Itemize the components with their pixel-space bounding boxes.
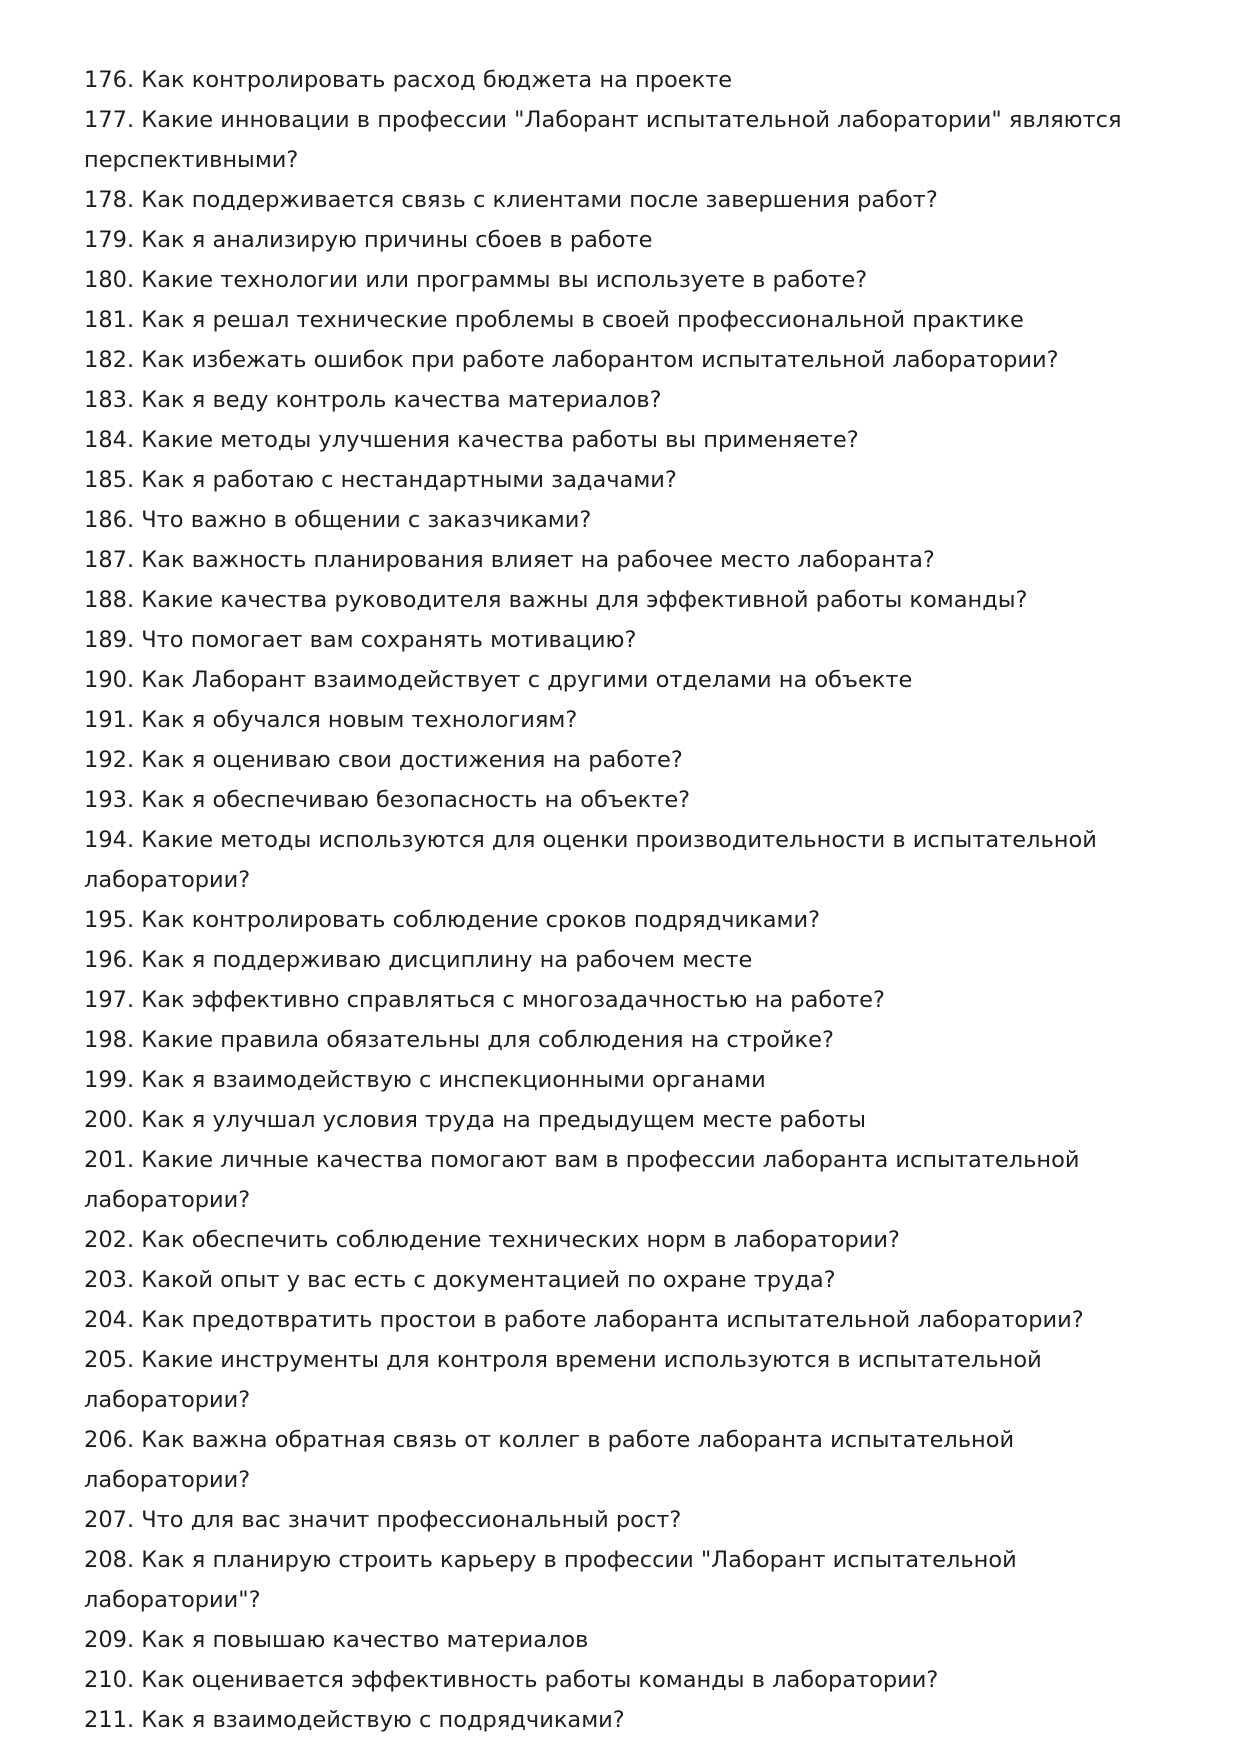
question-item (84, 940, 1179, 980)
question-text-line: 190. Как Лаборант взаимодействует с другими отделами на объекте (84, 667, 913, 693)
question-item (84, 820, 1179, 900)
question-item (84, 260, 1179, 300)
question-text-line: 180. Какие технологии или программы вы используете в работе? (84, 267, 868, 293)
question-text-line: 203. Какой опыт у вас есть с документацией по охране труда? (84, 1267, 836, 1293)
question-text-line: 199. Как я взаимодействую с инспекционными органами (84, 1067, 766, 1093)
question-text-line: 198. Какие правила обязательны для соблюдения на стройке? (84, 1027, 834, 1053)
question-item (84, 500, 1179, 540)
question-item (84, 660, 1179, 700)
question-text-line: лаборатории? (84, 1387, 251, 1413)
question-text-line: 196. Как я поддерживаю дисциплину на рабочем месте (84, 947, 753, 973)
question-text-line: 209. Как я повышаю качество материалов (84, 1627, 589, 1653)
question-text-line: перспективными? (84, 147, 299, 173)
question-text-line: 200. Как я улучшал условия труда на предыдущем месте работы (84, 1107, 866, 1133)
question-item (84, 1500, 1179, 1540)
question-text-line: 177. Какие инновации в профессии "Лаборант испытательной лаборатории" являются (84, 107, 1122, 133)
question-text-line: 184. Какие методы улучшения качества работы вы применяете? (84, 427, 859, 453)
question-text-line: 208. Как я планирую строить карьеру в профессии "Лаборант испытательной лаборатории"? (84, 1547, 1017, 1613)
question-text-line: 189. Что помогает вам сохранять мотивацию? (84, 627, 637, 653)
question-text-line: 186. Что важно в общении с заказчиками? (84, 507, 592, 533)
question-item (84, 1700, 1179, 1740)
question-text-line: лаборатории? (84, 1187, 251, 1213)
question-text-line: 192. Как я оцениваю свои достижения на работе? (84, 747, 683, 773)
question-item (84, 1420, 1179, 1500)
question-item (84, 1620, 1179, 1660)
question-item (84, 1340, 1179, 1420)
question-text-line: 193. Как я обеспечиваю безопасность на объекте? (84, 787, 691, 813)
question-item (84, 60, 1179, 100)
question-text-line: 183. Как я веду контроль качества материалов? (84, 387, 662, 413)
question-text-line: 205. Какие инструменты для контроля времени используются в испытательной (84, 1347, 1042, 1373)
question-item (84, 1220, 1179, 1260)
question-text-line: 210. Как оценивается эффективность работы команды в лаборатории? (84, 1667, 939, 1693)
question-text-line: 182. Как избежать ошибок при работе лаборантом испытательной лаборатории? (84, 347, 1059, 373)
question-item (84, 1060, 1179, 1100)
question-text-line: 207. Что для вас значит профессиональный рост? (84, 1507, 682, 1533)
question-text-line: 197. Как эффективно справляться с многозадачностью на работе? (84, 987, 885, 1013)
question-item (84, 180, 1179, 220)
question-item (84, 300, 1179, 340)
question-text-line: 206. Как важна обратная связь от коллег в работе лаборанта испытательной лаборатории? (84, 1427, 1015, 1493)
question-text-line: 194. Какие методы используются для оценки производительности в испытательной (84, 827, 1097, 853)
question-item (84, 220, 1179, 260)
question-item (84, 1020, 1179, 1060)
question-text-line: 201. Какие личные качества помогают вам в профессии лаборанта испытательной (84, 1147, 1080, 1173)
question-text-line: 188. Какие качества руководителя важны для эффективной работы команды? (84, 587, 1028, 613)
question-item (84, 740, 1179, 780)
question-text-line: 202. Как обеспечить соблюдение технических норм в лаборатории? (84, 1227, 900, 1253)
question-text-line: 179. Как я анализирую причины сбоев в работе (84, 227, 653, 253)
question-item (84, 900, 1179, 940)
question-item (84, 1140, 1179, 1220)
question-item (84, 460, 1179, 500)
question-item (84, 420, 1179, 460)
question-item (84, 620, 1179, 660)
question-list (84, 60, 1179, 1740)
question-text-line: 211. Как я взаимодействую с подрядчиками? (84, 1707, 625, 1733)
question-item (84, 980, 1179, 1020)
question-text-line: 178. Как поддерживается связь с клиентами после завершения работ? (84, 187, 938, 213)
question-item (84, 100, 1179, 180)
question-item (84, 540, 1179, 580)
question-item (84, 700, 1179, 740)
question-item (84, 340, 1179, 380)
question-item (84, 1260, 1179, 1300)
question-text-line: 195. Как контролировать соблюдение сроков подрядчиками? (84, 907, 821, 933)
question-text-line: лаборатории? (84, 867, 251, 893)
question-item (84, 580, 1179, 620)
question-text-line: 176. Как контролировать расход бюджета на проекте (84, 67, 733, 93)
question-text-line: 187. Как важность планирования влияет на рабочее место лаборанта? (84, 547, 935, 573)
question-item (84, 780, 1179, 820)
question-text-line: 204. Как предотвратить простои в работе лаборанта испытательной лаборатории? (84, 1307, 1084, 1333)
question-text-line: 181. Как я решал технические проблемы в своей профессиональной практике (84, 307, 1024, 333)
question-item (84, 380, 1179, 420)
question-text-line: 191. Как я обучался новым технологиям? (84, 707, 578, 733)
question-item (84, 1540, 1179, 1620)
question-text-line: 185. Как я работаю с нестандартными задачами? (84, 467, 677, 493)
question-item (84, 1100, 1179, 1140)
question-item (84, 1660, 1179, 1700)
question-item (84, 1300, 1179, 1340)
